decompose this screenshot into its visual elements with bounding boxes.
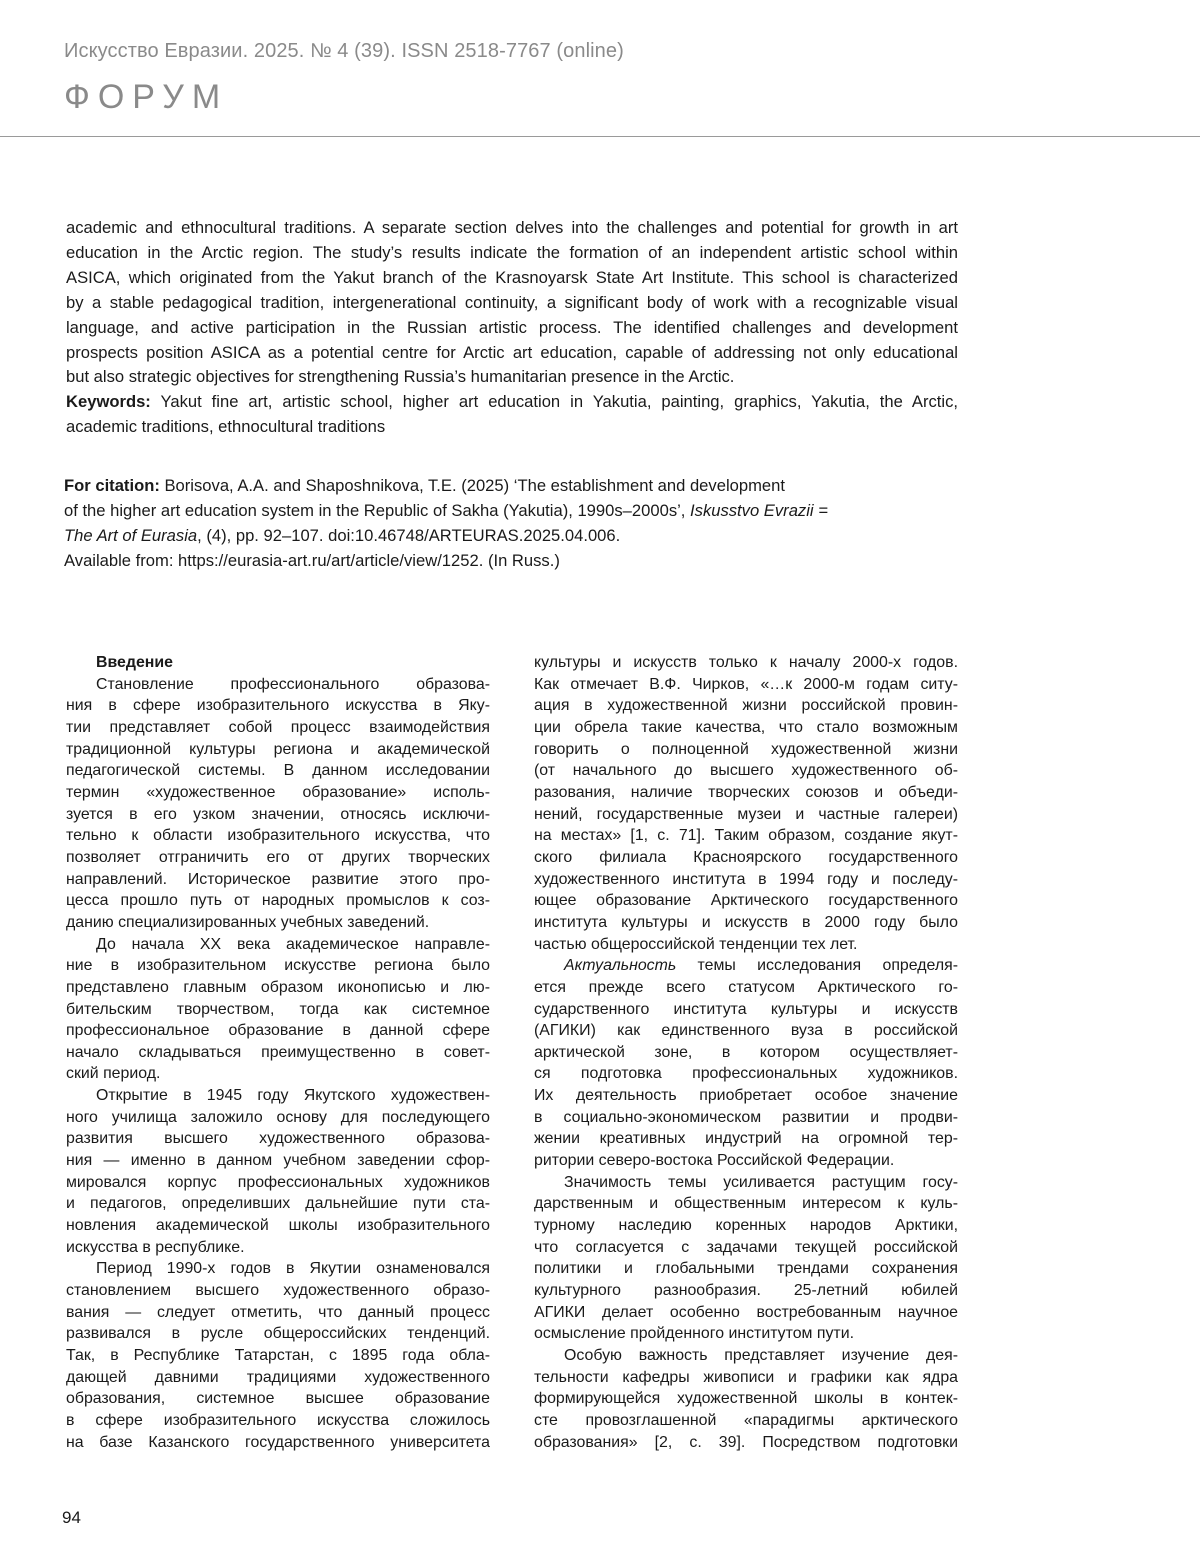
body-line: ного училища заложило основу для последующего <box>66 1108 490 1126</box>
body-line: бительским творчеством, тогда как системное <box>66 1000 490 1018</box>
body-line: ся подготовка профессиональных художников. <box>534 1065 958 1083</box>
left-column <box>66 652 490 1453</box>
body-line: говорить о полноценной художественной жизни <box>534 740 958 758</box>
body-line: осмысление пройденного институтом пути. <box>534 1325 854 1343</box>
body-line: Как отмечает В.Ф. Чирков, «…к 2000-м годам ситу- <box>534 675 958 693</box>
abstract-line: but also strategic objectives for strengthening Russia’s humanitarian presence in the Arctic. <box>66 367 735 387</box>
body-line: турному наследию коренных народов Арктики, <box>534 1217 958 1235</box>
body-line: ского филиала Красноярского государственного <box>534 848 958 866</box>
citation-text: of the higher art education system in the Republic of Sakha (Yakutia), 1990s–2000s’, <box>64 501 691 520</box>
citation-line <box>64 523 924 548</box>
keywords-text: Yakut fine art, artistic school, higher art education in Yakutia, painting, graphics, Yakutia, the Arctic, <box>150 392 958 412</box>
body-line: профессиональное образование в данной сфере <box>66 1022 490 1040</box>
body-line: дающей давними традициями художественного <box>66 1368 490 1386</box>
abstract-line: prospects position ASICA as a potential centre for Arctic art education, capable of addressing not only educational <box>66 342 958 362</box>
keywords-text-cont: academic traditions, ethnocultural traditions <box>66 417 386 437</box>
body-line: ется прежде всего статусом Арктического го- <box>534 978 958 996</box>
body-line: сударственного института культуры и искусств <box>534 1000 958 1018</box>
body-line: дарственным и общественным интересом к куль- <box>534 1195 958 1213</box>
body-line: жении креативных индустрий на огромной тер- <box>534 1130 958 1148</box>
citation-url-line: Available from: https://eurasia-art.ru/art/article/view/1252. (In Russ.) <box>64 551 560 570</box>
body-line: новления академической школы изобразительного <box>66 1217 490 1235</box>
body-line: политики и глобальными трендами сохранения <box>534 1260 958 1278</box>
body-line: частью общероссийской тенденции тех лет. <box>534 935 858 953</box>
body-line: Их деятельность приобретает особое значение <box>534 1087 958 1105</box>
body-line: развивался в русле общероссийских тенденций. <box>66 1325 490 1343</box>
body-line: начало складываться преимущественно в совет- <box>66 1043 490 1061</box>
body-line: тельно к области изобразительного искусства, что <box>66 827 490 845</box>
page-number: 94 <box>62 1508 81 1527</box>
citation-line <box>64 473 924 498</box>
body-line: образования, системное высшее образование <box>66 1390 490 1408</box>
citation-journal: Iskusstvo Evrazii = <box>690 501 828 520</box>
body-line: арктической зоне, в котором осуществляет- <box>534 1043 958 1061</box>
body-line: тии представляет собой процесс взаимодействия <box>66 718 490 736</box>
body-line: становлением высшего художественного образо- <box>66 1282 490 1300</box>
body-line: данию специализированных учебных заведений. <box>66 913 430 931</box>
body-line: что согласуется с задачами текущей российской <box>534 1238 958 1256</box>
citation-label: For citation: <box>64 476 160 495</box>
body-line: направлений. Историческое развитие этого про- <box>66 870 490 888</box>
abstract-line: education in the Arctic region. The study’s results indicate the formation of an independent artistic school within <box>66 242 958 262</box>
body-line: (АГИКИ) как единственного вуза в российской <box>534 1022 958 1040</box>
abstract-line: academic and ethnocultural traditions. A separate section delves into the challenges and potential for growth in art <box>66 218 958 237</box>
body-line: института культуры и искусств в 2000 году было <box>534 913 958 931</box>
body-line: зуется в его узком значении, относясь исключи- <box>66 805 490 823</box>
right-column <box>534 652 958 1453</box>
body-line: в сфере изобразительного искусства сложилось <box>66 1411 490 1429</box>
running-head: Искусство Евразии. 2025. № 4 (39). ISSN 2518-7767 (online) <box>64 40 624 62</box>
body-line: развития высшего художественного образова- <box>66 1130 490 1148</box>
body-line: образования» [2, с. 39]. Посредством подготовки <box>534 1433 958 1451</box>
body-line-text: темы исследования определя- <box>676 957 958 975</box>
body-line: формирующейся художественной школы в контек- <box>534 1390 958 1408</box>
emphasis-term: Актуальность <box>564 957 677 975</box>
citation-line <box>64 498 924 523</box>
body-line: ский период. <box>66 1065 161 1083</box>
body-line: традиционной культуры региона и академической <box>66 740 490 758</box>
body-line: на базе Казанского государственного университета <box>66 1433 490 1451</box>
body-line: тельности кафедры живописи и графики как ядра <box>534 1368 958 1386</box>
body-line: ния — именно в данном учебном заведении сфор- <box>66 1152 490 1170</box>
abstract-line: language, and active participation in the Russian artistic process. The identified challenges and development <box>66 317 958 337</box>
body-line <box>534 955 958 977</box>
body-line: ющее образование Арктического государственного <box>534 892 958 910</box>
body-line: сте провозглашенной «парадигмы арктического <box>534 1411 958 1429</box>
section-label: ФОРУМ <box>64 78 229 116</box>
body-line: ние в изобразительном искусстве региона было <box>66 957 490 975</box>
body-line: термин «художественное образование» исполь- <box>66 783 490 801</box>
body-line: культурного разнообразия. 25-летний юбилей <box>534 1282 958 1300</box>
section-heading: Введение <box>96 654 174 671</box>
body-line: Значимость темы усиливается растущим госу- <box>564 1173 958 1191</box>
citation-journal: The Art of Eurasia <box>64 526 198 545</box>
body-line: культуры и искусств только к началу 2000-х годов. <box>534 654 958 671</box>
body-line: ния в сфере изобразительного искусства в Яку- <box>66 697 490 715</box>
body-line: ции обрела такие качества, что стало возможным <box>534 718 958 736</box>
body-line: Период 1990-х годов в Якутии ознаменовался <box>96 1260 490 1278</box>
body-line: ация в художественной жизни российской провин- <box>534 697 958 715</box>
header-rule <box>0 136 1200 137</box>
body-line: нений, государственные музеи и частные галереи) <box>534 805 958 823</box>
citation-text: , (4), pp. 92–107. doi:10.46748/ARTEURAS.2025.04.006. <box>197 526 621 545</box>
body-line: цесса прошло путь от народных промыслов к соз- <box>66 892 490 910</box>
body-line: ритории северо-востока Российской Федерации. <box>534 1152 895 1170</box>
body-line: в социально-экономическом развитии и продви- <box>534 1108 958 1126</box>
abstract <box>66 216 958 440</box>
body-line: представлено главным образом иконописью и лю- <box>66 978 490 996</box>
abstract-line: ASICA, which originated from the Yakut branch of the Krasnoyarsk State Art Institute. This school is characterized <box>66 267 958 287</box>
body-line: на местах» [1, с. 71]. Таким образом, создание якут- <box>534 827 958 845</box>
body-line: вания — следует отметить, что данный процесс <box>66 1303 490 1321</box>
abstract-line: by a stable pedagogical tradition, intergenerational continuity, a significant body of work with a recognizable visual <box>66 292 958 312</box>
body-line: мировался корпус профессиональных художников <box>66 1173 490 1191</box>
body-line: и педагогов, определивших дальнейшие пути ста- <box>66 1195 490 1213</box>
body-line: Особую важность представляет изучение дея- <box>564 1347 958 1364</box>
body-line: разования, наличие творческих союзов и объеди- <box>534 783 958 801</box>
keywords-label: Keywords: <box>66 392 151 412</box>
body-line: Так, в Республике Татарстан, с 1895 года обла- <box>66 1347 490 1364</box>
body-line: (от начального до высшего художественного об- <box>534 762 958 780</box>
citation <box>64 473 924 573</box>
body-line: Становление профессионального образова- <box>96 675 490 693</box>
body-line: позволяет отграничить его от других творческих <box>66 848 490 866</box>
body-line: АГИКИ делает особенно востребованным научное <box>534 1303 958 1321</box>
body-line: До начала XX века академическое направле- <box>96 935 490 953</box>
body-line: педагогической системы. В данном исследовании <box>66 762 490 780</box>
keywords-line <box>66 390 958 415</box>
body-line: художественного института в 1994 году и последу- <box>534 870 958 888</box>
body-line: Открытие в 1945 году Якутского художествен- <box>96 1087 490 1105</box>
citation-text: Borisova, A.A. and Shaposhnikova, T.E. (2025) ‘The establishment and development <box>159 476 785 495</box>
body-line: искусства в республике. <box>66 1238 245 1256</box>
